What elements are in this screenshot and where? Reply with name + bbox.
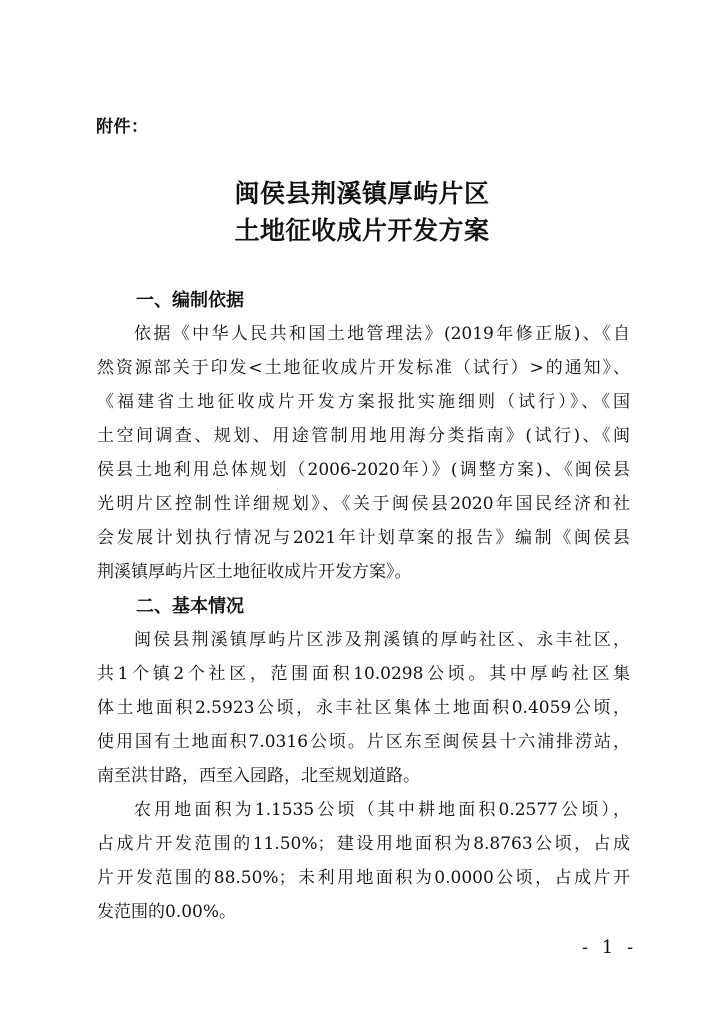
paragraph-line: 片开发范围的88.50%；未利用地面积为0.0000公顷，占成片开 <box>97 868 630 888</box>
section-heading-basis: 一、编制依据 <box>136 290 244 311</box>
paragraph-line: 然资源部关于印发<土地征收成片开发标准（试行）>的通知》、 <box>97 358 630 378</box>
paragraph-line: 占成片开发范围的11.50%；建设用地面积为8.8763公顷，占成 <box>97 834 630 854</box>
paragraph-line: 依据《中华人民共和国土地管理法》(2019年修正版)、《自 <box>134 324 630 344</box>
paragraph-line: 光明片区控制性详细规划》、《关于闽侯县2020年国民经济和社 <box>97 494 630 514</box>
page-number: - 1 - <box>582 937 638 958</box>
paragraph-line: 土空间调查、规划、用途管制用地用海分类指南》(试行)、《闽 <box>97 426 630 446</box>
attachment-label: 附件： <box>96 117 149 137</box>
paragraph-line: 侯县土地利用总体规划（2006-2020年）》(调整方案)、《闽侯县 <box>97 460 630 480</box>
paragraph-line: 发范围的0.00%。 <box>97 902 237 922</box>
paragraph-line: 荆溪镇厚屿片区土地征收成片开发方案》。 <box>97 562 412 582</box>
paragraph-line: 《福建省土地征收成片开发方案报批实施细则（试行）》、《国 <box>97 392 630 412</box>
paragraph-line: 会发展计划执行情况与2021年计划草案的报告》编制《闽侯县 <box>97 528 630 548</box>
section-heading-overview: 二、基本情况 <box>136 596 244 617</box>
paragraph-line: 共1个镇2个社区，范围面积10.0298公顷。其中厚屿社区集 <box>97 664 630 684</box>
paragraph-line: 农用地面积为1.1535公顷（其中耕地面积0.2577公顷）， <box>134 800 630 820</box>
document-title-line-2: 土地征收成片开发方案 <box>234 216 490 245</box>
paragraph-line: 南至洪甘路，西至入园路，北至规划道路。 <box>97 766 420 786</box>
paragraph-line: 使用国有土地面积7.0316公顷。片区东至闽侯县十六浦排涝站， <box>97 732 630 752</box>
document-title-line-1: 闽侯县荆溪镇厚屿片区 <box>234 179 490 208</box>
paragraph-line: 闽侯县荆溪镇厚屿片区涉及荆溪镇的厚屿社区、永丰社区， <box>134 630 630 650</box>
paragraph-line: 体土地面积2.5923公顷，永丰社区集体土地面积0.4059公顷， <box>97 698 630 718</box>
